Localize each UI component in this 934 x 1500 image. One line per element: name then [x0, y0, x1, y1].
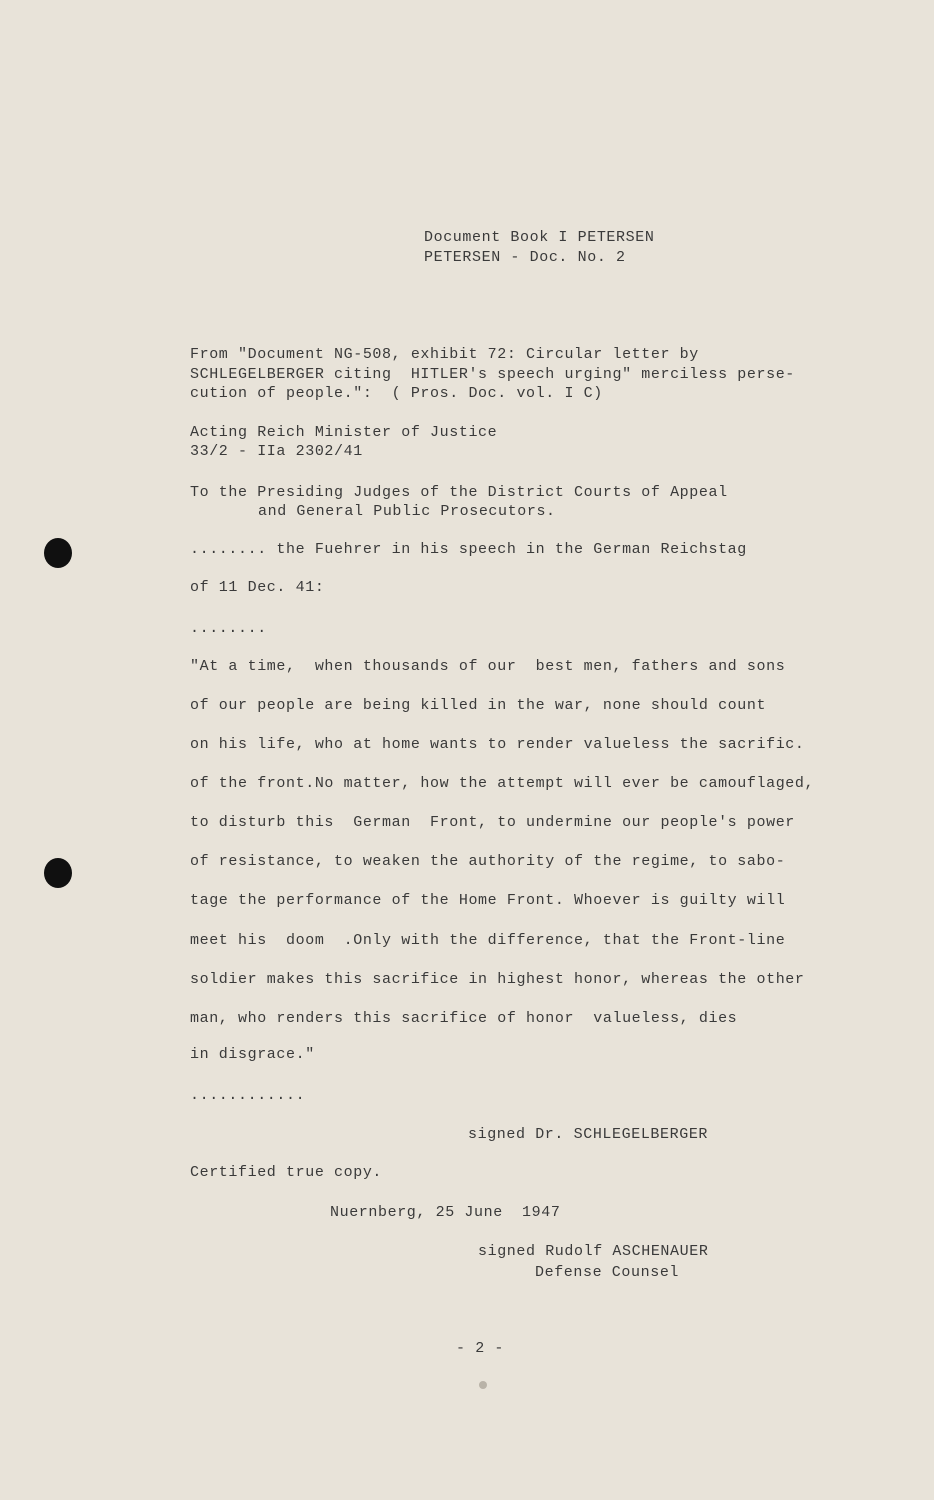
signature-line: signed Dr. SCHLEGELBERGER	[468, 1126, 709, 1143]
addressee-line-1: To the Presiding Judges of the District Courts of Appeal	[190, 484, 728, 501]
page-number: - 2 -	[456, 1340, 505, 1357]
quote-line: of resistance, to weaken the authority of the regime, to sabo-	[190, 853, 786, 870]
quote-line: of our people are being killed in the war, none should count	[190, 697, 767, 714]
paper-speck	[479, 1381, 487, 1389]
quote-ellipsis: ............	[190, 1087, 306, 1104]
punch-hole-top	[44, 538, 72, 568]
quote-line: "At a time, when thousands of our best men, fathers and sons	[190, 658, 786, 675]
quote-line: meet his doom .Only with the difference, that the Front-line	[190, 932, 786, 949]
intro-ellipsis: ........	[190, 620, 267, 637]
certified-copy: Certified true copy.	[190, 1164, 383, 1181]
intro-line-1: ........ the Fuehrer in his speech in the German Reichstag	[190, 541, 747, 558]
counsel-signature: signed Rudolf ASCHENAUER	[478, 1243, 709, 1260]
addressee-line-2: and General Public Prosecutors.	[258, 503, 556, 520]
quote-line: of the front.No matter, how the attempt will ever be camouflaged,	[190, 775, 815, 792]
source-line-3: cution of people.": ( Pros. Doc. vol. I C)	[190, 385, 603, 402]
quote-line: tage the performance of the Home Front. Whoever is guilty will	[190, 892, 786, 909]
sender-title: Acting Reich Minister of Justice	[190, 424, 498, 441]
source-line-2: SCHLEGELBERGER citing HITLER's speech urging" merciless perse-	[190, 366, 795, 383]
quote-line: soldier makes this sacrifice in highest honor, whereas the other	[190, 971, 805, 988]
quote-line: on his life, who at home wants to render valueless the sacrific.	[190, 736, 805, 753]
sender-reference: 33/2 - IIa 2302/41	[190, 443, 363, 460]
quote-line: in disgrace."	[190, 1046, 315, 1063]
source-line-1: From "Document NG-508, exhibit 72: Circular letter by	[190, 346, 699, 363]
header-doc-line: PETERSEN - Doc. No. 2	[424, 249, 626, 266]
header-book-line: Document Book I PETERSEN	[424, 229, 655, 246]
counsel-title: Defense Counsel	[535, 1264, 680, 1281]
quote-line: man, who renders this sacrifice of honor valueless, dies	[190, 1010, 738, 1027]
intro-line-2: of 11 Dec. 41:	[190, 579, 325, 596]
punch-hole-bottom	[44, 858, 72, 888]
quote-line: to disturb this German Front, to undermine our people's power	[190, 814, 795, 831]
place-date: Nuernberg, 25 June 1947	[330, 1204, 561, 1221]
